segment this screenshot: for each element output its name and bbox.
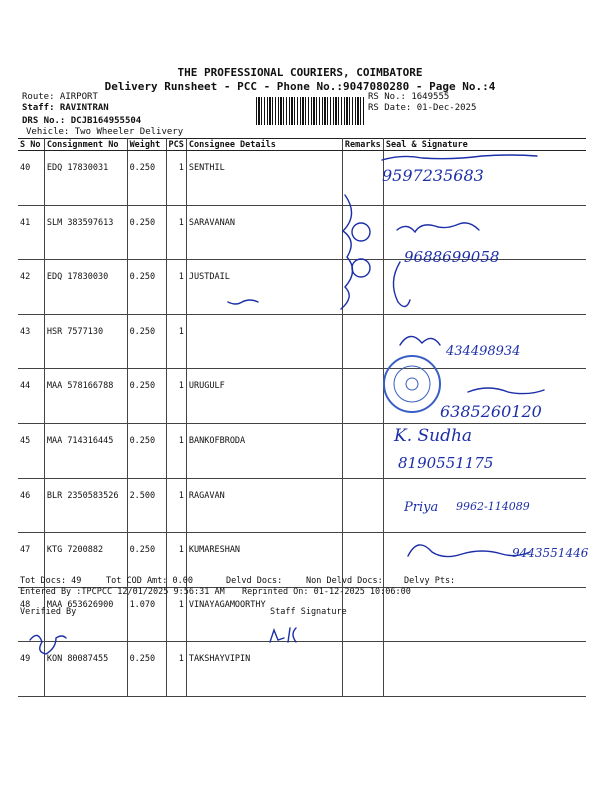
signature-44 xyxy=(400,336,440,345)
delivered-docs: Delvd Docs: xyxy=(226,576,283,586)
signature-40 xyxy=(382,155,537,160)
row-weight: 0.250 xyxy=(127,205,166,260)
row-weight: 0.250 xyxy=(127,314,166,369)
row-consignment: SLM 383597613 xyxy=(44,205,127,260)
row-weight: 0.250 xyxy=(127,151,166,206)
row-consignee: RAGAVAN xyxy=(186,478,342,533)
remarks-circle-2 xyxy=(352,259,370,277)
bank-stamp xyxy=(384,356,440,412)
col-consignment: Consignment No xyxy=(44,139,127,151)
handwritten-name-48: Priya xyxy=(404,500,439,515)
row-consignee: SARAVANAN xyxy=(186,205,342,260)
row-weight: 0.250 xyxy=(127,533,166,588)
col-weight: Weight xyxy=(127,139,166,151)
total-docs: Tot Docs: 49 xyxy=(20,576,82,586)
row-consignment: HSR 7577130 xyxy=(44,314,127,369)
row-weight: 2.500 xyxy=(127,478,166,533)
handwritten-phone-47: 8190551175 xyxy=(398,454,494,472)
row-pcs: 1 xyxy=(166,369,186,424)
row-pcs: 1 xyxy=(166,314,186,369)
row-pcs: 1 xyxy=(166,642,186,697)
row-consignee: BANKOFBRODA xyxy=(186,423,342,478)
col-sno: S No xyxy=(18,139,44,151)
delivery-points: Delvy Pts: xyxy=(404,576,456,586)
row-sno: 44 xyxy=(18,369,44,424)
non-delivered-docs: Non Delvd Docs: xyxy=(306,576,383,586)
row-sno: 41 xyxy=(18,205,44,260)
staff-signature-mark xyxy=(270,628,296,642)
handwritten-phone-40: 9597235683 xyxy=(382,166,484,185)
row-pcs: 1 xyxy=(166,151,186,206)
handwritten-phone-48: 9962-114089 xyxy=(456,500,530,513)
row-consignment: BLR 2350583526 xyxy=(44,478,127,533)
row-sno: 40 xyxy=(18,151,44,206)
reprinted-on: Reprinted On: 01-12-2025 10:06:00 xyxy=(242,587,411,597)
total-cod: Tot COD Amt: 0.00 xyxy=(106,576,193,586)
verified-by-label: Verified By xyxy=(20,607,77,617)
signature-43 xyxy=(393,262,410,307)
handwritten-phone-49: 9443551446 xyxy=(512,546,589,560)
row-pcs: 1 xyxy=(166,260,186,315)
vehicle-label: Vehicle: Two Wheeler Delivery xyxy=(26,127,184,137)
row-consignee: JUSTDAIL xyxy=(186,260,342,315)
handwritten-phone-42: 9688699058 xyxy=(404,248,500,266)
remarks-circle-3 xyxy=(352,223,370,241)
row-sno: 46 xyxy=(18,478,44,533)
dash-mark-43 xyxy=(228,300,258,304)
row-weight: 1.070 xyxy=(127,587,166,642)
row-pcs: 1 xyxy=(166,587,186,642)
row-consignment: KON 80087455 xyxy=(44,642,127,697)
row-sno: 49 xyxy=(18,642,44,697)
row-weight: 0.250 xyxy=(127,260,166,315)
row-consignee: SENTHIL xyxy=(186,151,342,206)
route-label: Route: AIRPORT xyxy=(22,92,98,102)
row-weight: 0.250 xyxy=(127,423,166,478)
row-consignment: MAA 578166788 xyxy=(44,369,127,424)
row-consignment: KTG 7200882 xyxy=(44,533,127,588)
drs-number: DRS No.: DCJB164955504 xyxy=(22,116,142,126)
row-consignee: URUGULF xyxy=(186,369,342,424)
row-consignment: MAA 653626900 xyxy=(44,587,127,642)
company-title: THE PROFESSIONAL COURIERS, COIMBATORE xyxy=(177,66,423,79)
row-weight: 0.250 xyxy=(127,369,166,424)
row-sno: 47 xyxy=(18,533,44,588)
staff-signature-label: Staff Signature xyxy=(270,607,347,617)
row-sno: 45 xyxy=(18,423,44,478)
col-pcs: PCS xyxy=(166,139,186,151)
runsheet-subtitle: Delivery Runsheet - PCC - Phone No.:9047080280 - Page No.:4 xyxy=(104,80,496,93)
col-remarks: Remarks xyxy=(342,139,383,151)
row-weight: 0.250 xyxy=(127,642,166,697)
handwritten-phone-44: 434498934 xyxy=(446,344,521,359)
rs-date: RS Date: 01-Dec-2025 xyxy=(368,103,477,113)
row-pcs: 1 xyxy=(166,533,186,588)
row-pcs: 1 xyxy=(166,478,186,533)
row-consignment: EDQ 17830031 xyxy=(44,151,127,206)
row-sno: 48 xyxy=(18,587,44,642)
row-pcs: 1 xyxy=(166,205,186,260)
handwritten-name-46: K. Sudha xyxy=(394,426,473,446)
row-consignee: KUMARESHAN xyxy=(186,533,342,588)
row-pcs: 1 xyxy=(166,423,186,478)
signature-41 xyxy=(397,223,479,232)
rs-number: RS No.: 1649555 xyxy=(368,92,450,102)
verified-signature xyxy=(30,635,66,654)
entered-by: Entered By :TPCPCC 12/01/2025 9:56:31 AM xyxy=(20,587,225,597)
row-consignee: TAKSHAYVIPIN xyxy=(186,642,342,697)
row-consignment: EDQ 17830030 xyxy=(44,260,127,315)
row-sno: 42 xyxy=(18,260,44,315)
row-sno: 43 xyxy=(18,314,44,369)
remarks-bracket xyxy=(341,195,353,309)
col-consignee: Consignee Details xyxy=(186,139,342,151)
row-consignee: VINAYAGAMOORTHY xyxy=(186,587,342,642)
col-seal: Seal & Signature xyxy=(383,139,586,151)
signature-45 xyxy=(468,388,544,394)
handwritten-phone-46: 6385260120 xyxy=(440,402,542,421)
row-consignment: MAA 714316445 xyxy=(44,423,127,478)
staff-label: Staff: RAVINTRAN xyxy=(22,103,109,113)
